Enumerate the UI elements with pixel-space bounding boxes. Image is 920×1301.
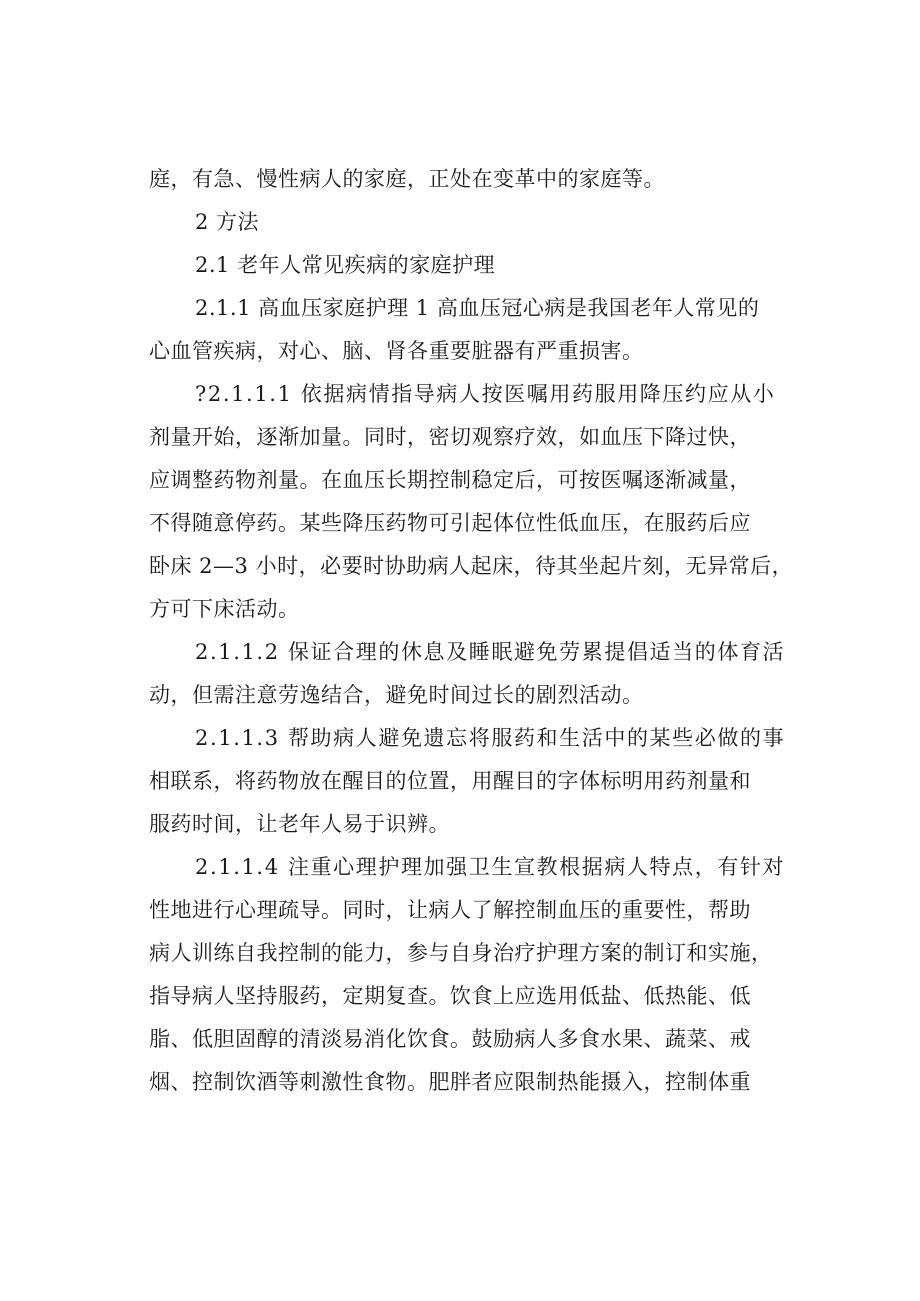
- paragraph-2-1-1-line-1: 2.1.1 高血压家庭护理 1 高血压冠心病是我国老年人常见的: [195, 296, 760, 320]
- paragraph-2-1-1-4-line-5: 脂、低胆固醇的清淡易消化饮食。鼓励病人多食水果、蔬菜、戒: [149, 1027, 751, 1051]
- paragraph-2-1-1-1-line-4: 不得随意停药。某些降压药物可引起体位性低血压，在服药后应: [149, 511, 751, 535]
- paragraph-2-1-1-4-line-6: 烟、控制饮酒等刺激性食物。肥胖者应限制热能摄入，控制体重: [149, 1070, 751, 1094]
- paragraph-2-1-1-4-line-2: 性地进行心理疏导。同时，让病人了解控制血压的重要性，帮助: [149, 898, 751, 922]
- paragraph-2-1-1-2-line-2: 动，但需注意劳逸结合，避免时间过长的剧烈活动。: [149, 683, 644, 707]
- paragraph-2-1-1-line-2: 心血管疾病，对心、脑、肾各重要脏器有严重损害。: [149, 339, 644, 363]
- paragraph-2-1-1-3-line-3: 服药时间，让老年人易于识辨。: [149, 812, 450, 836]
- paragraph-2-1-1-3-line-1: 2.1.1.3 帮助病人避免遗忘将服药和生活中的某些必做的事: [195, 726, 786, 750]
- paragraph-2-1-1-3-line-2: 相联系，将药物放在醒目的位置，用醒目的字体标明用药剂量和: [149, 769, 751, 793]
- paragraph-2-1-1-1-line-2: 剂量开始，逐渐加量。同时，密切观察疗效，如血压下降过快，: [149, 425, 751, 449]
- paragraph-2-1-1-1-line-1: ?2.1.1.1 依据病情指导病人按医嘱用药服用降压约应从小: [195, 382, 776, 406]
- section-heading-2-1: 2.1 老年人常见疾病的家庭护理: [195, 253, 496, 277]
- paragraph-2-1-1-4-line-3: 病人训练自我控制的能力，参与自身治疗护理方案的制订和实施，: [149, 941, 773, 965]
- text-line-1: 庭，有急、慢性病人的家庭，正处在变革中的家庭等。: [149, 167, 665, 191]
- paragraph-2-1-1-1-line-6: 方可下床活动。: [149, 597, 300, 621]
- paragraph-2-1-1-2-line-1: 2.1.1.2 保证合理的休息及睡眠避免劳累提倡适当的体育活: [195, 640, 786, 664]
- paragraph-2-1-1-4-line-1: 2.1.1.4 注重心理护理加强卫生宣教根据病人特点，有针对: [195, 855, 786, 879]
- section-heading-2: 2 方法: [195, 210, 260, 234]
- paragraph-2-1-1-1-line-5: 卧床 2—3 小时，必要时协助病人起床，待其坐起片刻，无异常后，: [149, 554, 794, 578]
- paragraph-2-1-1-4-line-4: 指导病人坚持服药，定期复查。饮食上应选用低盐、低热能、低: [149, 984, 751, 1008]
- paragraph-2-1-1-1-line-3: 应调整药物剂量。在血压长期控制稳定后，可按医嘱逐渐减量，: [149, 468, 751, 492]
